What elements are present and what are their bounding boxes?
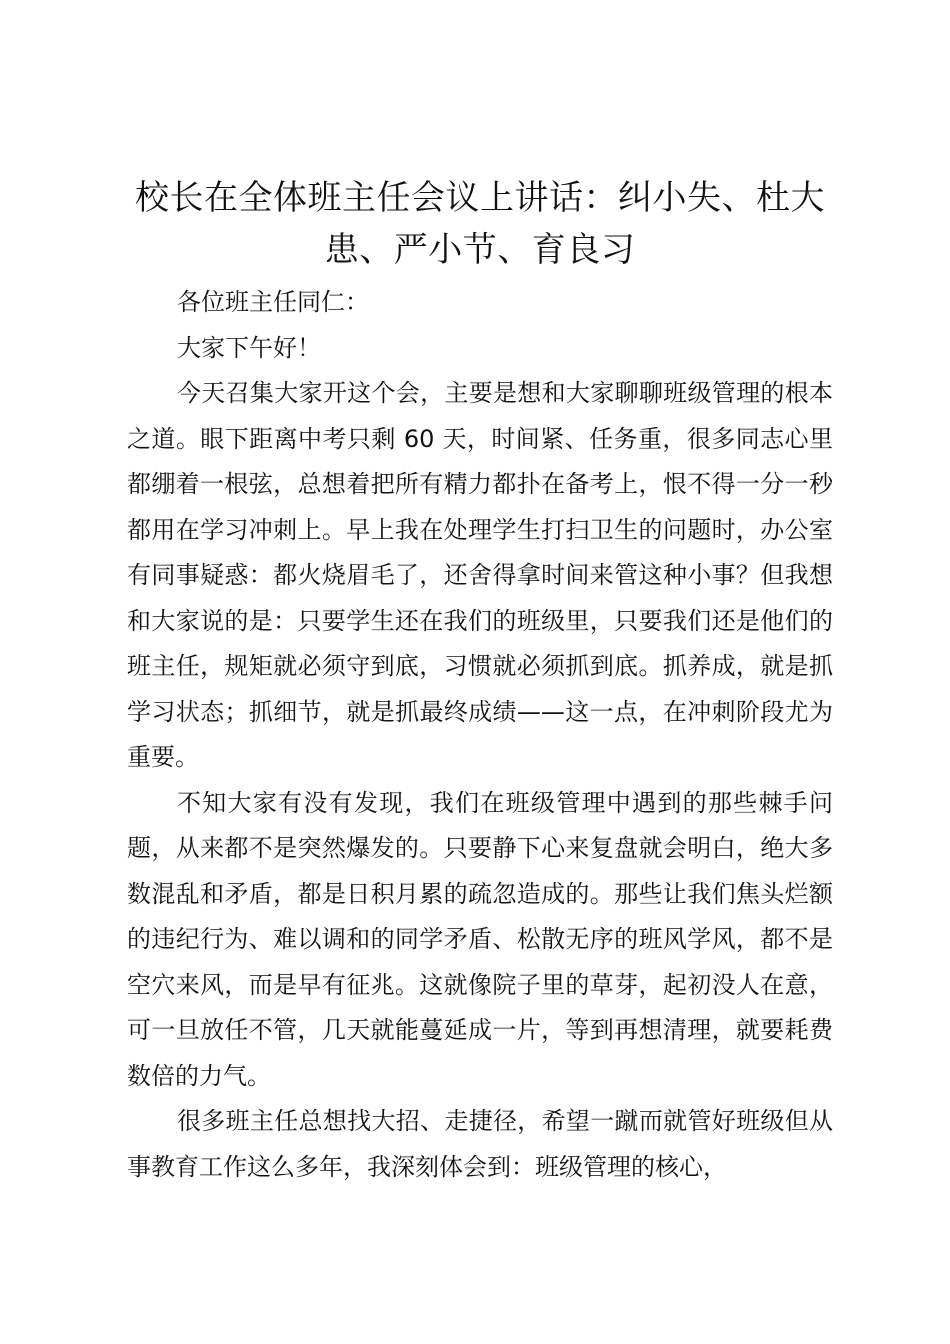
greeting: 大家下午好！	[177, 333, 321, 362]
salutation: 各位班主任同仁：	[177, 288, 369, 316]
paragraph: 不知大家有没有发现，我们在班级管理中遇到的那些棘手问题，从来都不是突然爆发的。只要静下心来复盘就会明白，绝大多数混乱和矛盾，都是日积月累的疏忽造成的。那些让我们焦头烂额的违纪行为、难以调和的同学矛盾、松散无序的班风学风，都不是空穴来风，而是早有征兆。这就像院子里的草芽，起初没人在意，可一旦放任不管，几天就能蔓延成一片，等到再想清理，就要耗费数倍的力气。	[127, 788, 833, 1090]
document-body	[127, 280, 833, 1190]
document-page	[127, 172, 833, 1190]
paragraph: 很多班主任总想找大招、走捷径，希望一蹴而就管好班级但从事教育工作这么多年，我深刻体会到：班级管理的核心，	[127, 1107, 833, 1181]
paragraph: 今天召集大家开这个会，主要是想和大家聊聊班级管理的根本之道。眼下距离中考只剩 60 天，时间紧、任务重，很多同志心里都绷着一根弦，总想着把所有精力都扑在备考上，恨不得一分一秒都用在学习冲刺上。早上我在处理学生打扫卫生的问题时，办公室有同事疑惑：都火烧眉毛了，还舍得拿时间来管这种小事？但我想和大家说的是：只要学生还在我们的班级里，只要我们还是他们的班主任，规矩就必须守到底，习惯就必须抓到底。抓养成，就是抓学习状态；抓细节，就是抓最终成绩——这一点，在冲刺阶段尤为重要。	[127, 379, 833, 771]
document-title: 校长在全体班主任会议上讲话：纠小失、杜大患、严小节、育良习	[135, 178, 825, 270]
